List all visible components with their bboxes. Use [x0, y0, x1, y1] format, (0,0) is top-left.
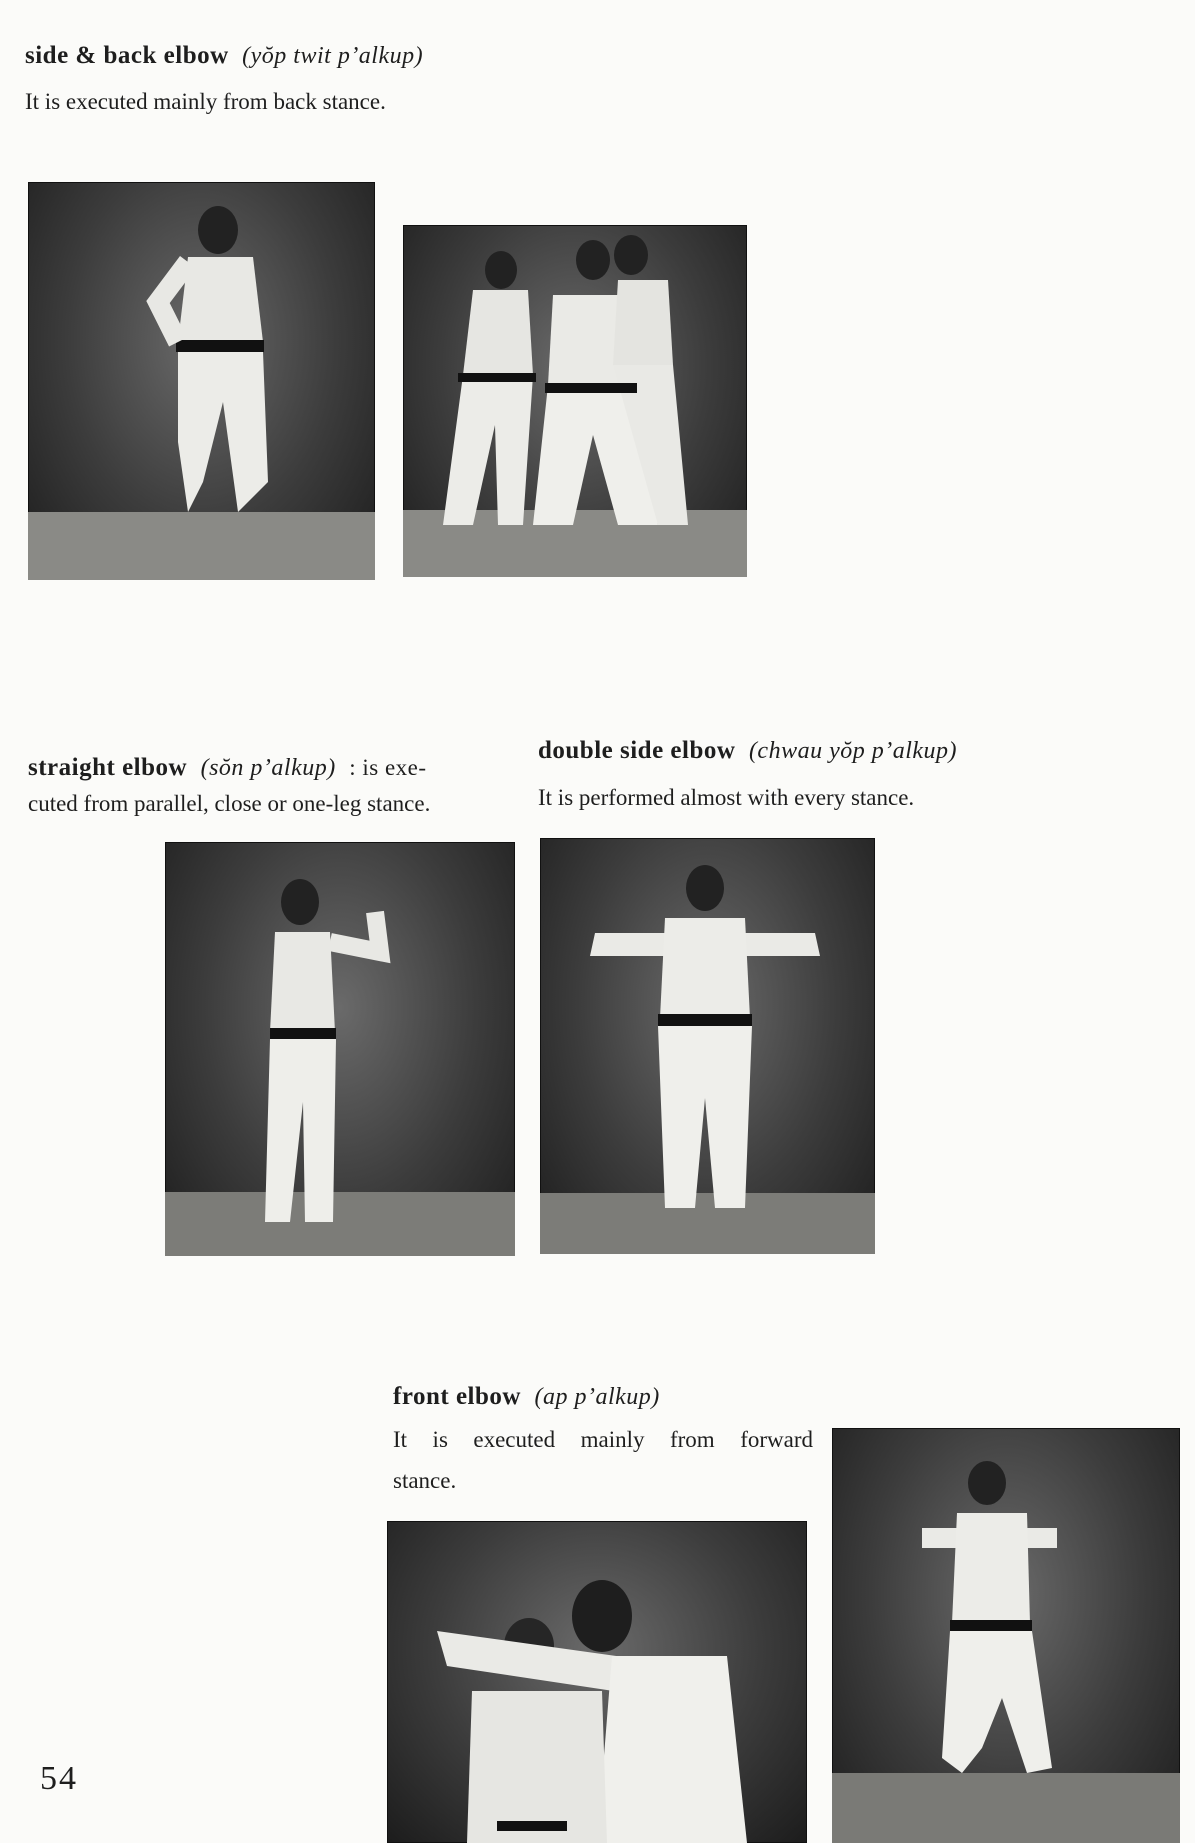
front-elbow-desc-line-2: stance.	[393, 1468, 457, 1493]
straight-elbow-heading	[28, 754, 427, 782]
front-elbow-photo-1	[387, 1521, 807, 1843]
side-back-elbow-term: side & back elbow	[25, 42, 229, 69]
front-elbow-heading	[393, 1383, 660, 1411]
side-back-elbow-photo-2	[403, 225, 747, 577]
straight-elbow-romanization: (sŏn p’alkup)	[200, 755, 336, 781]
front-elbow-romanization: (ap p’alkup)	[534, 1384, 660, 1410]
double-side-elbow-photo	[540, 838, 875, 1254]
straight-elbow-desc-line-1: : is exe-	[349, 755, 427, 780]
side-back-elbow-heading	[25, 42, 423, 70]
double-side-elbow-heading	[538, 737, 957, 765]
side-back-elbow-photo-1	[28, 182, 375, 580]
double-side-elbow-romanization: (chwau yŏp p’alkup)	[748, 738, 958, 764]
straight-elbow-desc-line-2: cuted from parallel, close or one-leg stance.	[28, 791, 431, 816]
straight-elbow-photo	[165, 842, 515, 1256]
front-elbow-desc-line-1: It is executed mainly from forward	[393, 1427, 813, 1452]
page-number: 54	[40, 1760, 78, 1797]
front-elbow-term: front elbow	[393, 1383, 521, 1410]
front-elbow-photo-2	[832, 1428, 1180, 1843]
double-side-elbow-description: It is performed almost with every stance.	[538, 785, 915, 810]
straight-elbow-term: straight elbow	[28, 754, 188, 781]
double-side-elbow-term: double side elbow	[538, 737, 736, 764]
side-back-elbow-romanization: (yŏp twit p’alkup)	[242, 43, 424, 69]
side-back-elbow-description: It is executed mainly from back stance.	[25, 89, 386, 114]
